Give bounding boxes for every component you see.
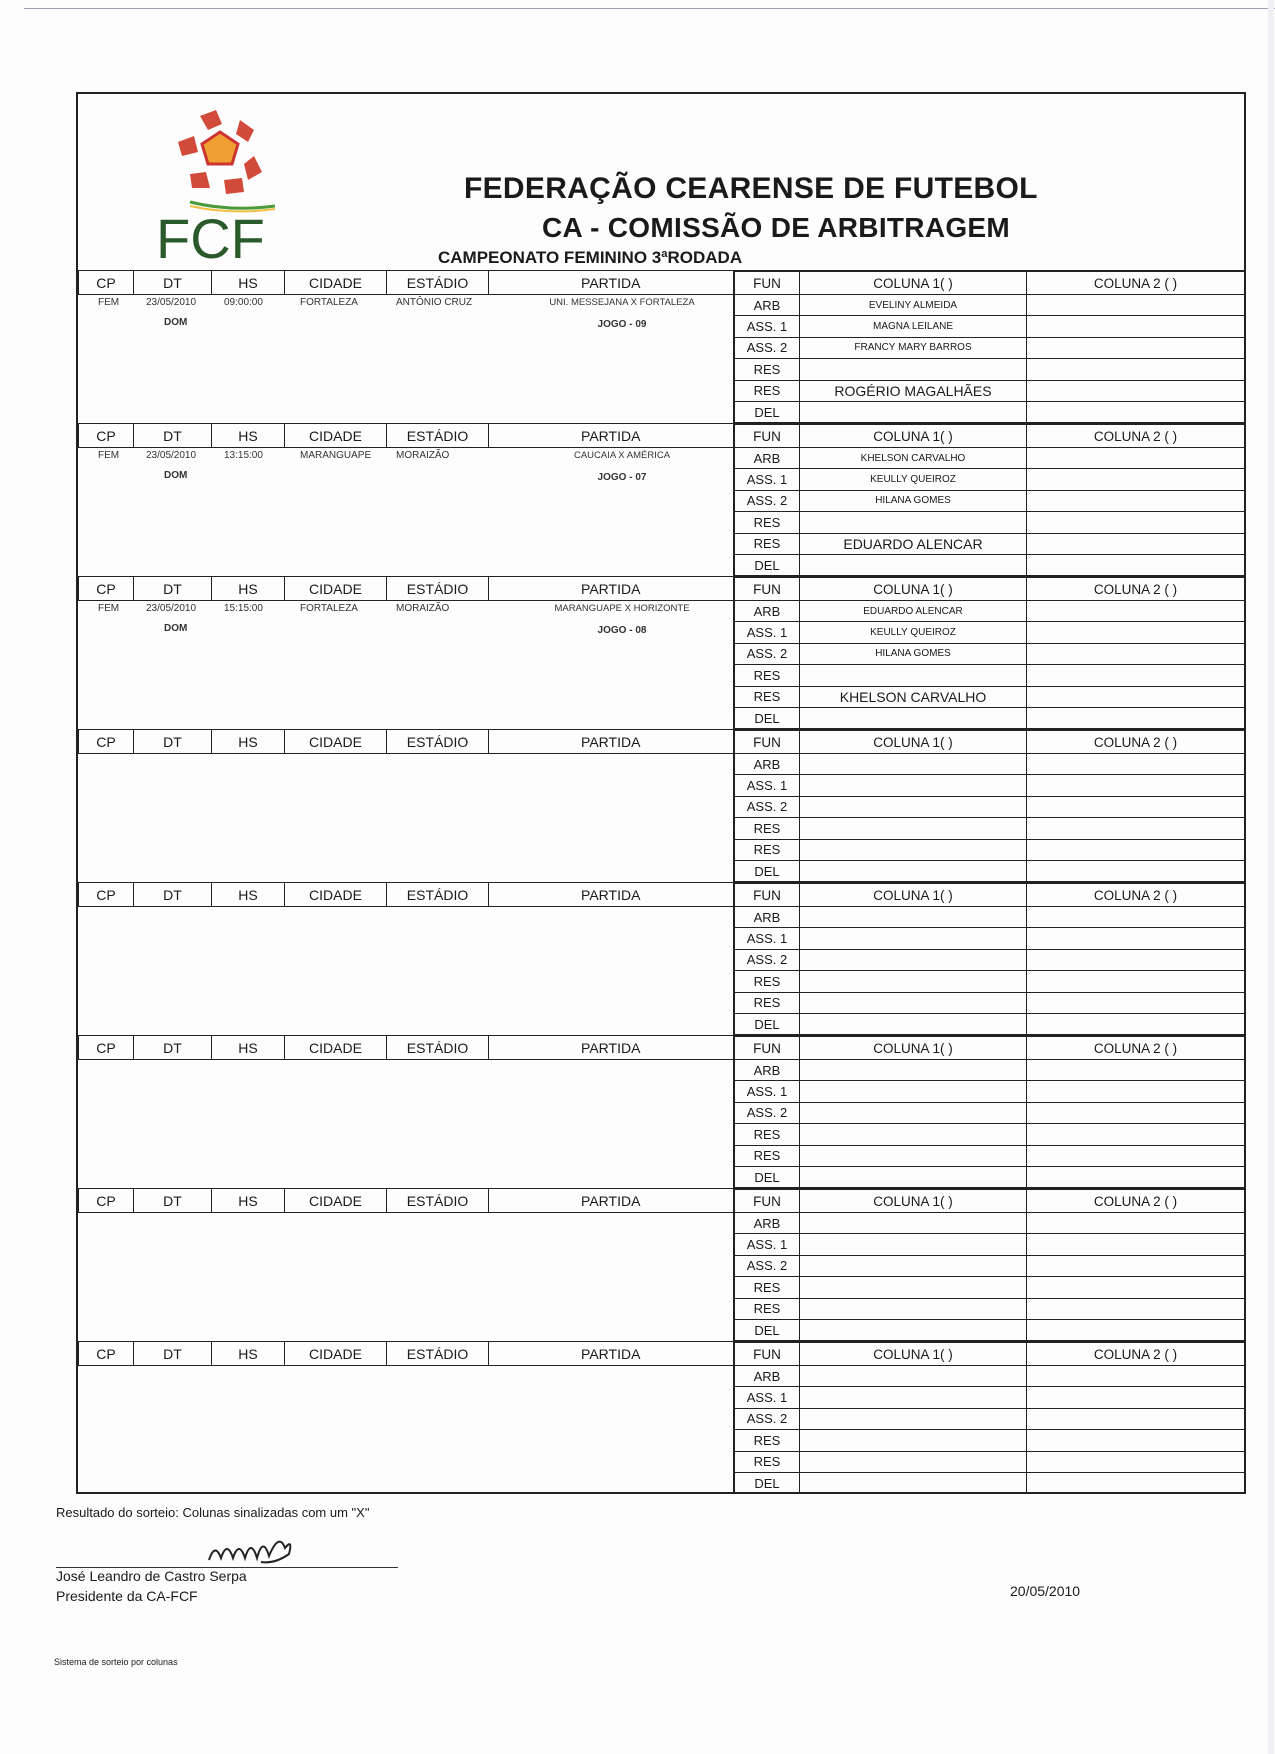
column-header: HS — [212, 730, 285, 754]
column-1-header: COLUNA 1( ) — [800, 272, 1027, 295]
role-label: ASS. 2 — [734, 796, 800, 817]
column-2-cell — [1027, 907, 1245, 928]
column-header: HS — [212, 271, 285, 295]
referee-arb: KHELSON CARVALHO — [800, 448, 1027, 469]
role-label: RES — [734, 359, 800, 380]
ball-icon — [178, 110, 275, 211]
role-label: FUN — [734, 884, 800, 907]
role-label: ARB — [734, 295, 800, 316]
column-header: CIDADE — [285, 577, 387, 601]
role-label: RES — [734, 818, 800, 839]
column-2-cell — [1027, 469, 1245, 490]
column-header: CIDADE — [285, 1036, 387, 1060]
column-2-cell — [1027, 928, 1245, 949]
column-2-cell — [1027, 622, 1245, 643]
fcf-logo — [150, 102, 290, 268]
game-cp: FEM — [98, 450, 120, 461]
column-header: ESTÁDIO — [387, 730, 489, 754]
referee-res2: EDUARDO ALENCAR — [800, 533, 1027, 554]
column-1-header: COLUNA 1( ) — [800, 884, 1027, 907]
federation-title: FEDERAÇÃO CEARENSE DE FUTEBOL — [464, 172, 1038, 205]
column-2-cell — [1027, 512, 1245, 533]
role-label: DEL — [734, 860, 800, 881]
game-time: 15:15:00 — [224, 603, 263, 614]
role-label: RES — [734, 380, 800, 401]
column-2-cell — [1027, 1234, 1245, 1255]
column-2-cell — [1027, 554, 1245, 575]
column-header: PARTIDA — [489, 1036, 734, 1060]
column-2-cell — [1027, 992, 1245, 1013]
role-label: ASS. 1 — [734, 775, 800, 796]
role-label: RES — [734, 512, 800, 533]
referee-ass2: HILANA GOMES — [800, 490, 1027, 511]
game-block — [76, 576, 1246, 729]
column-header: PARTIDA — [489, 883, 734, 907]
sheet-header — [76, 92, 1246, 272]
column-header: CP — [79, 730, 134, 754]
column-2-cell — [1027, 971, 1245, 992]
column-2-cell — [1027, 401, 1245, 422]
referee-res1 — [800, 359, 1027, 380]
role-label: FUN — [734, 1190, 800, 1213]
game-city: MARANGUAPE — [300, 450, 372, 461]
game-city: FORTALEZA — [300, 603, 358, 614]
column-2-cell — [1027, 686, 1245, 707]
game-block — [76, 270, 1246, 423]
result-note: Resultado do sorteio: Colunas sinalizadas com um "X" — [56, 1505, 370, 1520]
referee-res2: KHELSON CARVALHO — [800, 686, 1027, 707]
column-header: DT — [134, 577, 212, 601]
referee-res1 — [800, 1277, 1027, 1298]
game-header-row — [78, 1189, 735, 1213]
column-2-cell — [1027, 1298, 1245, 1319]
role-label: FUN — [734, 1037, 800, 1060]
column-2-header: COLUNA 2 ( ) — [1027, 1037, 1245, 1060]
column-header: ESTÁDIO — [387, 1189, 489, 1213]
role-label: DEL — [734, 1472, 800, 1493]
column-2-cell — [1027, 1060, 1245, 1081]
game-block — [76, 1188, 1246, 1341]
column-header: DT — [134, 1189, 212, 1213]
column-header: CP — [79, 883, 134, 907]
column-2-cell — [1027, 1408, 1245, 1429]
role-label: DEL — [734, 1013, 800, 1034]
column-header: PARTIDA — [489, 577, 734, 601]
column-2-cell — [1027, 1277, 1245, 1298]
column-2-header: COLUNA 2 ( ) — [1027, 1190, 1245, 1213]
column-2-header: COLUNA 2 ( ) — [1027, 272, 1245, 295]
role-label: ASS. 1 — [734, 316, 800, 337]
referee-del — [800, 554, 1027, 575]
game-city: FORTALEZA — [300, 297, 358, 308]
game-number: JOGO - 07 — [597, 472, 647, 483]
column-1-header: COLUNA 1( ) — [800, 578, 1027, 601]
referee-ass2 — [800, 796, 1027, 817]
role-label: RES — [734, 1451, 800, 1472]
role-label: FUN — [734, 578, 800, 601]
role-label: RES — [734, 1277, 800, 1298]
referee-arb — [800, 907, 1027, 928]
referee-ass1: KEULLY QUEIROZ — [800, 622, 1027, 643]
commission-title: CA - COMISSÃO DE ARBITRAGEM — [542, 212, 1011, 243]
game-time: 09:00:00 — [224, 297, 263, 308]
role-label: RES — [734, 1298, 800, 1319]
column-2-cell — [1027, 796, 1245, 817]
column-2-cell — [1027, 775, 1245, 796]
role-label: ASS. 1 — [734, 1081, 800, 1102]
column-header: CP — [79, 1342, 134, 1366]
column-header: HS — [212, 577, 285, 601]
column-1-header: COLUNA 1( ) — [800, 425, 1027, 448]
column-2-header: COLUNA 2 ( ) — [1027, 731, 1245, 754]
column-2-cell — [1027, 601, 1245, 622]
role-label: DEL — [734, 401, 800, 422]
referee-res1 — [800, 971, 1027, 992]
game-header-row — [78, 883, 735, 907]
role-label: RES — [734, 686, 800, 707]
column-2-cell — [1027, 1166, 1245, 1187]
referee-res2 — [800, 1298, 1027, 1319]
column-2-cell — [1027, 1013, 1245, 1034]
column-2-cell — [1027, 337, 1245, 358]
referee-arb: EDUARDO ALENCAR — [800, 601, 1027, 622]
column-header: CP — [79, 577, 134, 601]
column-header: HS — [212, 424, 285, 448]
column-2-cell — [1027, 1366, 1245, 1387]
column-2-cell — [1027, 665, 1245, 686]
role-label: DEL — [734, 707, 800, 728]
referee-del — [800, 401, 1027, 422]
role-label: ARB — [734, 1366, 800, 1387]
game-header-row — [78, 1036, 735, 1060]
column-header: CIDADE — [285, 424, 387, 448]
role-label: FUN — [734, 425, 800, 448]
column-header: PARTIDA — [489, 1189, 734, 1213]
game-day: DOM — [164, 470, 188, 481]
column-2-cell — [1027, 643, 1245, 664]
column-2-cell — [1027, 1387, 1245, 1408]
column-2-cell — [1027, 1319, 1245, 1340]
column-2-header: COLUNA 2 ( ) — [1027, 884, 1245, 907]
role-label: DEL — [734, 1166, 800, 1187]
column-2-cell — [1027, 1213, 1245, 1234]
system-note: Sistema de sorteio por colunas — [54, 1657, 178, 1667]
game-stadium: MORAIZÃO — [396, 450, 450, 461]
column-2-cell — [1027, 839, 1245, 860]
game-match: MARANGUAPE X HORIZONTE — [554, 603, 690, 614]
referee-table — [733, 1036, 1244, 1188]
referee-res2 — [800, 1145, 1027, 1166]
game-cp: FEM — [98, 297, 120, 308]
role-label: RES — [734, 839, 800, 860]
role-label: ARB — [734, 754, 800, 775]
referee-ass1 — [800, 1081, 1027, 1102]
game-block — [76, 423, 1246, 576]
referee-arb — [800, 754, 1027, 775]
role-label: RES — [734, 1124, 800, 1145]
referee-del — [800, 860, 1027, 881]
column-header: HS — [212, 1036, 285, 1060]
scan-top-line — [24, 8, 1275, 9]
role-label: ASS. 2 — [734, 337, 800, 358]
column-2-cell — [1027, 754, 1245, 775]
game-block — [76, 1341, 1246, 1494]
column-header: ESTÁDIO — [387, 1036, 489, 1060]
referee-arb — [800, 1213, 1027, 1234]
role-label: ARB — [734, 1060, 800, 1081]
role-label: FUN — [734, 272, 800, 295]
referee-ass2 — [800, 1408, 1027, 1429]
column-1-header: COLUNA 1( ) — [800, 1190, 1027, 1213]
referee-ass1 — [800, 1387, 1027, 1408]
referee-ass2 — [800, 949, 1027, 970]
column-2-cell — [1027, 490, 1245, 511]
signer-role: Presidente da CA-FCF — [56, 1588, 198, 1604]
role-label: ASS. 2 — [734, 490, 800, 511]
game-number: JOGO - 09 — [597, 319, 647, 330]
role-label: ARB — [734, 1213, 800, 1234]
referee-ass2 — [800, 1255, 1027, 1276]
role-label: RES — [734, 992, 800, 1013]
role-label: ASS. 1 — [734, 1234, 800, 1255]
role-label: ARB — [734, 907, 800, 928]
championship-title: CAMPEONATO FEMININO 3ªRODADA — [438, 248, 743, 267]
column-header: DT — [134, 1036, 212, 1060]
referee-res1 — [800, 512, 1027, 533]
referee-del — [800, 707, 1027, 728]
game-match: UNI. MESSEJANA X FORTALEZA — [549, 297, 695, 308]
column-2-cell — [1027, 818, 1245, 839]
game-day: DOM — [164, 317, 188, 328]
role-label: ASS. 1 — [734, 622, 800, 643]
referee-ass1: KEULLY QUEIROZ — [800, 469, 1027, 490]
game-time: 13:15:00 — [224, 450, 263, 461]
signer-name: José Leandro de Castro Serpa — [56, 1568, 247, 1584]
game-cp: FEM — [98, 603, 120, 614]
game-header-row — [78, 271, 735, 295]
role-label: FUN — [734, 1343, 800, 1366]
game-block — [76, 882, 1246, 1035]
referee-ass2: FRANCY MARY BARROS — [800, 337, 1027, 358]
column-header: ESTÁDIO — [387, 424, 489, 448]
column-header: CP — [79, 424, 134, 448]
column-1-header: COLUNA 1( ) — [800, 1037, 1027, 1060]
column-2-cell — [1027, 860, 1245, 881]
referee-ass2 — [800, 1102, 1027, 1123]
referee-table — [733, 1189, 1244, 1341]
referee-del — [800, 1472, 1027, 1493]
role-label: ASS. 2 — [734, 1255, 800, 1276]
role-label: DEL — [734, 554, 800, 575]
referee-ass1: MAGNA LEILANE — [800, 316, 1027, 337]
column-2-cell — [1027, 359, 1245, 380]
game-blocks — [54, 270, 1242, 1494]
game-stadium: ANTÔNIO CRUZ — [396, 297, 473, 308]
column-2-cell — [1027, 707, 1245, 728]
role-label: ASS. 2 — [734, 643, 800, 664]
column-2-cell — [1027, 448, 1245, 469]
column-2-cell — [1027, 533, 1245, 554]
column-header: CIDADE — [285, 271, 387, 295]
referee-table — [733, 1342, 1244, 1494]
column-2-cell — [1027, 316, 1245, 337]
referee-arb — [800, 1366, 1027, 1387]
referee-del — [800, 1319, 1027, 1340]
sheet-date: 20/05/2010 — [1010, 1583, 1081, 1599]
column-header: CIDADE — [285, 1342, 387, 1366]
referee-arb: EVELINY ALMEIDA — [800, 295, 1027, 316]
column-header: DT — [134, 1342, 212, 1366]
logo-text: FCF — [156, 207, 265, 268]
column-2-cell — [1027, 1472, 1245, 1493]
column-2-cell — [1027, 1430, 1245, 1451]
column-2-cell — [1027, 949, 1245, 970]
column-header: CP — [79, 271, 134, 295]
column-header: PARTIDA — [489, 1342, 734, 1366]
game-date: 23/05/2010 — [146, 450, 197, 461]
column-header: CP — [79, 1189, 134, 1213]
role-label: ASS. 2 — [734, 1408, 800, 1429]
referee-ass1 — [800, 928, 1027, 949]
column-1-header: COLUNA 1( ) — [800, 731, 1027, 754]
signature-image — [205, 1528, 315, 1568]
game-match: CAUCAIA X AMÉRICA — [573, 450, 671, 461]
column-header: DT — [134, 883, 212, 907]
column-header: ESTÁDIO — [387, 271, 489, 295]
column-header: HS — [212, 1189, 285, 1213]
column-2-cell — [1027, 1145, 1245, 1166]
column-2-header: COLUNA 2 ( ) — [1027, 578, 1245, 601]
role-label: RES — [734, 665, 800, 686]
column-2-header: COLUNA 2 ( ) — [1027, 425, 1245, 448]
column-header: ESTÁDIO — [387, 1342, 489, 1366]
game-stadium: MORAIZÃO — [396, 603, 450, 614]
referee-table — [733, 577, 1244, 729]
role-label: ASS. 2 — [734, 1102, 800, 1123]
game-block — [76, 729, 1246, 882]
column-2-cell — [1027, 1255, 1245, 1276]
role-label: RES — [734, 533, 800, 554]
role-label: ARB — [734, 601, 800, 622]
column-header: ESTÁDIO — [387, 883, 489, 907]
column-header: DT — [134, 271, 212, 295]
referee-table — [733, 730, 1244, 882]
column-header: CIDADE — [285, 883, 387, 907]
column-header: DT — [134, 424, 212, 448]
referee-res2: ROGÉRIO MAGALHÃES — [800, 380, 1027, 401]
role-label: ASS. 1 — [734, 928, 800, 949]
column-header: PARTIDA — [489, 271, 734, 295]
referee-table — [733, 271, 1244, 423]
referee-ass1 — [800, 1234, 1027, 1255]
referee-table — [733, 424, 1244, 576]
referee-table — [733, 883, 1244, 1035]
referee-assignment-sheet — [54, 92, 1242, 1490]
game-number: JOGO - 08 — [597, 625, 647, 636]
game-day: DOM — [164, 623, 188, 634]
referee-del — [800, 1166, 1027, 1187]
role-label: ASS. 2 — [734, 949, 800, 970]
referee-res1 — [800, 818, 1027, 839]
referee-res1 — [800, 1430, 1027, 1451]
game-header-row — [78, 424, 735, 448]
column-header: HS — [212, 1342, 285, 1366]
game-date: 23/05/2010 — [146, 603, 197, 614]
referee-res1 — [800, 665, 1027, 686]
role-label: DEL — [734, 1319, 800, 1340]
role-label: RES — [734, 1430, 800, 1451]
role-label: FUN — [734, 731, 800, 754]
column-2-cell — [1027, 380, 1245, 401]
referee-ass2: HILANA GOMES — [800, 643, 1027, 664]
game-header-row — [78, 1342, 735, 1366]
role-label: RES — [734, 971, 800, 992]
referee-del — [800, 1013, 1027, 1034]
referee-res1 — [800, 1124, 1027, 1145]
referee-res2 — [800, 992, 1027, 1013]
role-label: ASS. 1 — [734, 469, 800, 490]
game-header-row — [78, 577, 735, 601]
column-2-cell — [1027, 1124, 1245, 1145]
role-label: RES — [734, 1145, 800, 1166]
column-1-header: COLUNA 1( ) — [800, 1343, 1027, 1366]
role-label: ASS. 1 — [734, 1387, 800, 1408]
column-2-cell — [1027, 1102, 1245, 1123]
column-header: HS — [212, 883, 285, 907]
column-2-cell — [1027, 295, 1245, 316]
column-header: PARTIDA — [489, 730, 734, 754]
game-date: 23/05/2010 — [146, 297, 197, 308]
referee-ass1 — [800, 775, 1027, 796]
referee-arb — [800, 1060, 1027, 1081]
referee-res2 — [800, 839, 1027, 860]
column-header: CP — [79, 1036, 134, 1060]
scan-right-edge — [1268, 0, 1274, 1754]
role-label: ARB — [734, 448, 800, 469]
column-2-header: COLUNA 2 ( ) — [1027, 1343, 1245, 1366]
game-header-row — [78, 730, 735, 754]
column-header: CIDADE — [285, 1189, 387, 1213]
game-block — [76, 1035, 1246, 1188]
column-header: ESTÁDIO — [387, 577, 489, 601]
column-2-cell — [1027, 1081, 1245, 1102]
column-header: DT — [134, 730, 212, 754]
column-2-cell — [1027, 1451, 1245, 1472]
referee-res2 — [800, 1451, 1027, 1472]
column-header: CIDADE — [285, 730, 387, 754]
column-header: PARTIDA — [489, 424, 734, 448]
